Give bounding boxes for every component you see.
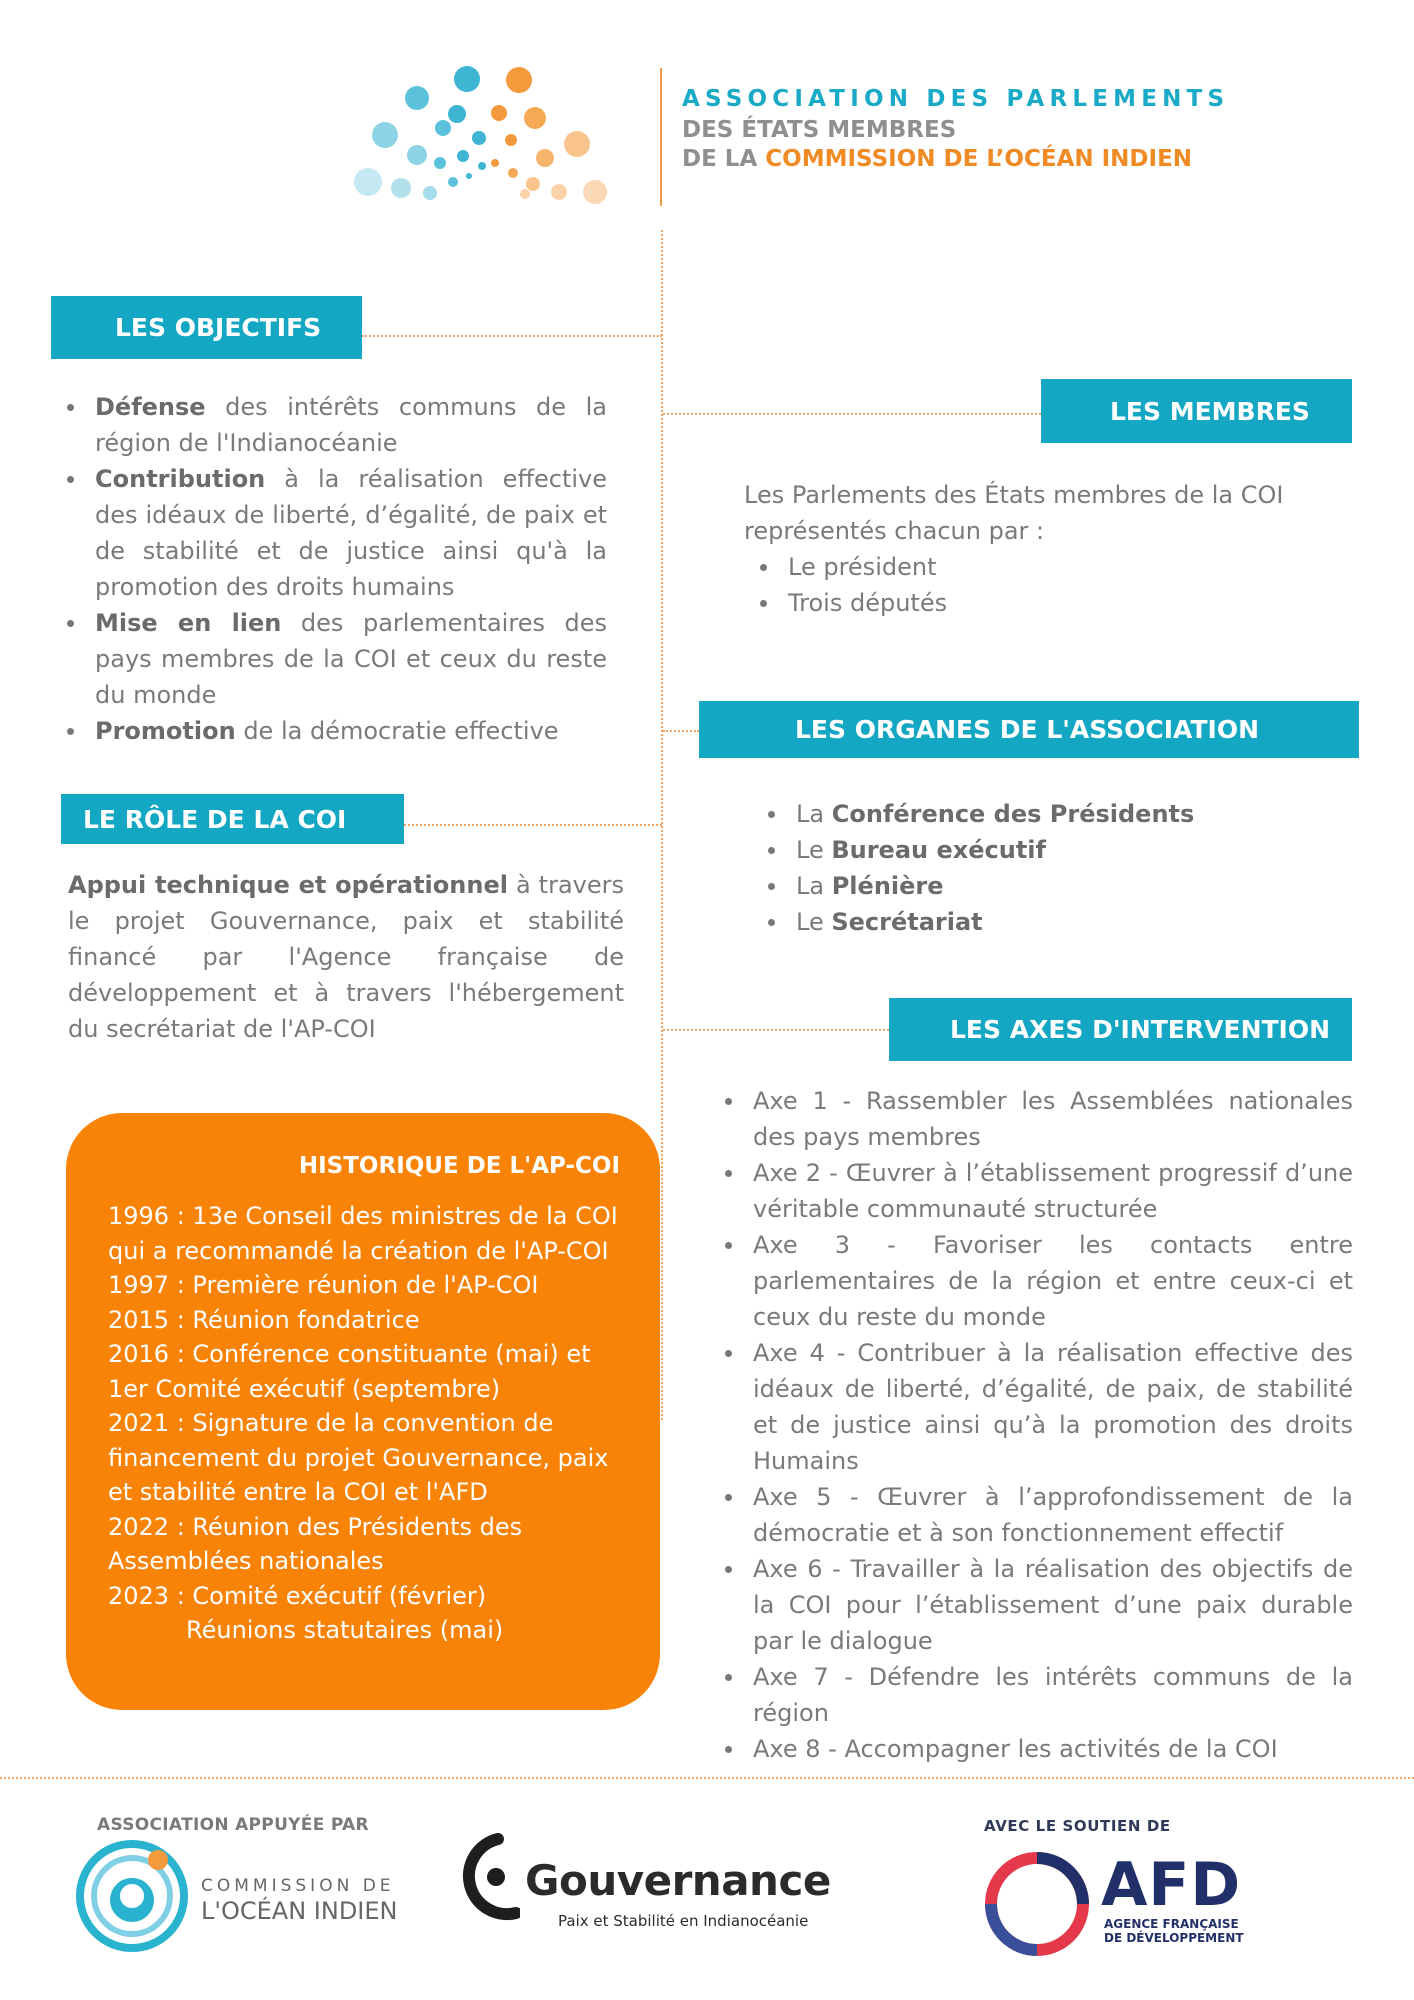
axe-item: Axe 1 - Rassembler les Assemblées nationales des pays membres	[709, 1083, 1353, 1155]
historique-line: 2022 : Réunion des Présidents des Assemblées nationales	[108, 1512, 523, 1575]
membres-list	[744, 549, 1304, 621]
historique-line: 2016 : Conférence constituante (mai) et 1er Comité exécutif (septembre)	[108, 1340, 591, 1403]
header-divider	[660, 68, 662, 206]
organes-list	[752, 796, 1312, 940]
axe-item: Axe 3 - Favoriser les contacts entre parlementaires de la région et entre ceux-ci et ceux du reste du monde	[709, 1227, 1353, 1335]
section-title-role: LE RÔLE DE LA COI	[61, 794, 404, 844]
historique-title: HISTORIQUE DE L'AP-COI	[298, 1153, 620, 1179]
objectif-item: Défense des intérêts communs de la région de l'Indianocéanie	[51, 389, 607, 461]
section-title-objectifs: LES OBJECTIFS	[51, 296, 362, 359]
organe-item: La Conférence des Présidents	[752, 796, 1312, 832]
connector-membres	[663, 413, 1041, 415]
role-text: Appui technique et opérationnel à travers le projet Gouvernance, paix et stabilité financé par l'Agence française de développement et à travers l'hébergement du secrétariat de l'AP-COI	[68, 871, 624, 1043]
connector-axes	[663, 1029, 889, 1031]
header-line-1: ASSOCIATION DES PARLEMENTS	[682, 86, 1230, 112]
axe-item: Axe 8 - Accompagner les activités de la COI	[709, 1731, 1353, 1767]
axe-item: Axe 5 - Œuvrer à l’approfondissement de la démocratie et à son fonctionnement effectif	[709, 1479, 1353, 1551]
organe-item: La Plénière	[752, 868, 1312, 904]
afd-logo-icon	[982, 1849, 1092, 1959]
header-line-2: DES ÉTATS MEMBRES	[682, 117, 957, 143]
historique-box	[66, 1113, 660, 1710]
coi-logo-line1: COMMISSION DE	[201, 1876, 395, 1896]
axes-list	[709, 1083, 1353, 1767]
objectif-item: Contribution à la réalisation effective des idéaux de liberté, d’égalité, de paix et de stabilité et de justice ainsi qu'à la promotion des droits humains	[51, 461, 607, 605]
header-line-3: DE LA COMMISSION DE L’OCÉAN INDIEN	[682, 146, 1193, 172]
gouvernance-logo-name: Gouvernance	[525, 1856, 831, 1905]
objectifs-list	[51, 389, 607, 749]
historique-line: 1997 : Première réunion de l'AP-COI	[108, 1271, 539, 1299]
objectif-item: Promotion de la démocratie effective	[51, 713, 607, 749]
axe-item: Axe 7 - Défendre les intérêts communs de la région	[709, 1659, 1353, 1731]
membres-intro: Les Parlements des États membres de la COI représentés chacun par :	[744, 481, 1284, 545]
afd-logo-sub1: AGENCE FRANÇAISE	[1104, 1917, 1239, 1931]
section-title-organes: LES ORGANES DE L'ASSOCIATION	[699, 701, 1359, 758]
supported-by-label: ASSOCIATION APPUYÉE PAR	[97, 1815, 369, 1835]
connector-organes	[663, 730, 699, 732]
historique-line: 2015 : Réunion fondatrice	[108, 1305, 420, 1334]
coi-logo-line2: L'OCÉAN INDIEN	[201, 1897, 398, 1925]
section-title-axes: LES AXES D'INTERVENTION	[889, 998, 1352, 1061]
historique-line: 2021 : Signature de la convention de financement du projet Gouvernance, paix et stabilité entre la COI et l'AFD	[108, 1409, 609, 1506]
axe-item: Axe 4 - Contribuer à la réalisation effective des idéaux de liberté, d’égalité, de paix, de stabilité et de justice ainsi qu’à la promotion des droits Humains	[709, 1335, 1353, 1479]
organe-item: Le Bureau exécutif	[752, 832, 1312, 868]
historique-line: 1996 : 13e Conseil des ministres de la COI qui a recommandé la création de l'AP-COI	[108, 1202, 618, 1265]
coi-logo-icon	[76, 1840, 188, 1952]
objectif-item: Mise en lien des parlementaires des pays membres de la COI et ceux du reste du monde	[51, 605, 607, 713]
footer-divider	[0, 1777, 1414, 1779]
gouvernance-logo-subtitle: Paix et Stabilité en Indianocéanie	[558, 1912, 809, 1930]
section-title-membres: LES MEMBRES	[1041, 379, 1352, 443]
gouvernance-logo-icon	[458, 1833, 520, 1925]
afd-logo-sub2: DE DÉVELOPPEMENT	[1104, 1931, 1244, 1945]
historique-text	[108, 1199, 638, 1648]
historique-line: Réunions statutaires (mai)	[186, 1616, 504, 1644]
ap-coi-logo	[345, 58, 635, 213]
afd-logo-name: AFD	[1101, 1850, 1242, 1920]
axe-item: Axe 6 - Travailler à la réalisation des objectifs de la COI pour l’établissement d’une paix durable par le dialogue	[709, 1551, 1353, 1659]
membre-item: Trois députés	[744, 585, 1304, 621]
membre-item: Le président	[744, 549, 1304, 585]
connector-role	[404, 824, 662, 826]
organe-item: Le Secrétariat	[752, 904, 1312, 940]
connector-objectifs	[362, 335, 662, 337]
axe-item: Axe 2 - Œuvrer à l’établissement progressif d’une véritable communauté structurée	[709, 1155, 1353, 1227]
with-support-label: AVEC LE SOUTIEN DE	[984, 1817, 1171, 1835]
historique-line: 2023 : Comité exécutif (février)	[108, 1581, 487, 1610]
